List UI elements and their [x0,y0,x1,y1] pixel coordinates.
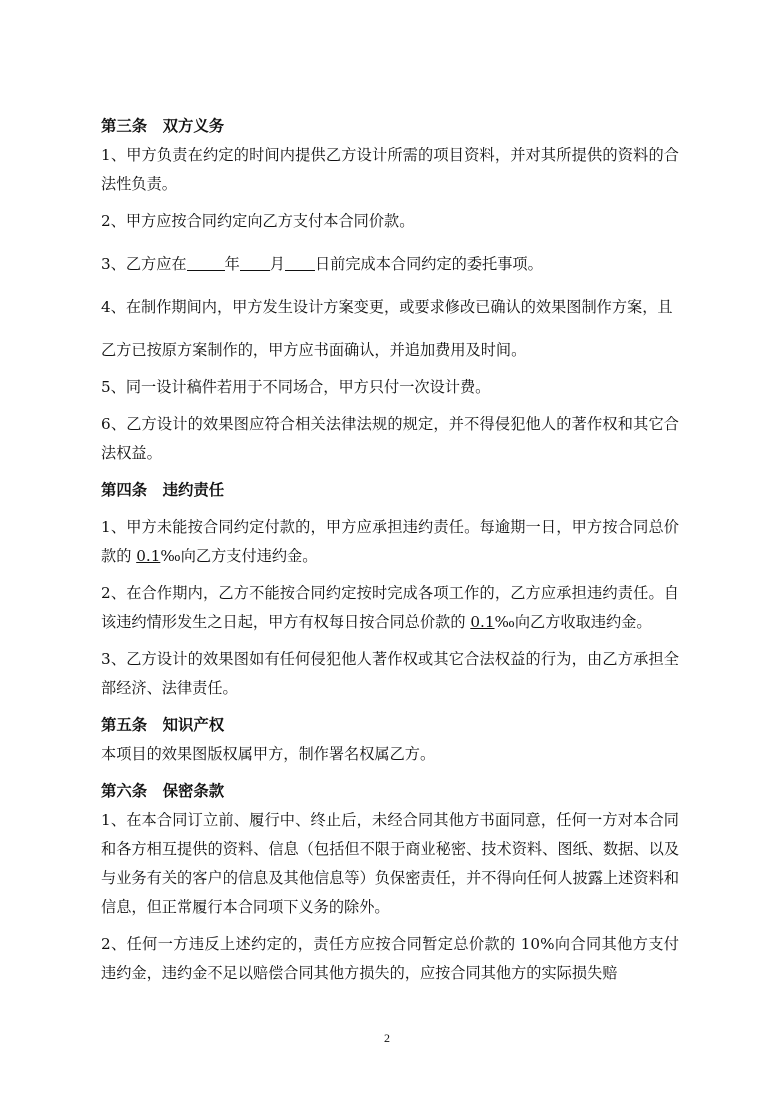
section-4-title: 第四条 违约责任 [101,481,225,499]
s4-item-2-b: ‰向乙方收取违约金。 [494,613,652,631]
s6-item-2: 2、任何一方违反上述约定的，责任方应按合同暂定总价款的 10%向合同其他方支付违约金，违约金不足以赔偿合同其他方损失的，应按合同其他方的实际损失赔 [101,935,679,982]
s3-item-3-c: 月 [269,255,285,273]
s3-item-3 [101,250,679,279]
s3-item-4-continued: 乙方已按原方案制作的，甲方应书面确认，并追加费用及时间。 [101,341,527,359]
s4-item-1-rate: 0.1 [136,547,161,565]
section-5-title: 第五条 知识产权 [101,716,225,734]
s4-item-1-a: 1、甲方未能按合同约定付款的，甲方应承担违约责任。每逾期一日，甲方按合同总价款的 [101,518,679,565]
s3-item-1: 1、甲方负责在约定的时间内提供乙方设计所需的项目资料，并对其所提供的资料的合法性负责。 [101,146,679,193]
page-number: 2 [384,1031,390,1045]
s5-text: 本项目的效果图版权属甲方，制作署名权属乙方。 [101,745,436,763]
s4-item-1 [101,513,679,571]
s4-item-3: 3、乙方设计的效果图如有任何侵犯他人著作权或其它合法权益的行为，由乙方承担全部经济、法律责任。 [101,650,679,697]
s6-item-1: 1、在本合同订立前、履行中、终止后，未经合同其他方书面同意，任何一方对本合同和各方相互提供的资料、信息（包括但不限于商业秘密、技术资料、图纸、数据、以及与业务有关的客户的信息及其他信息等）负保密责任，并不得向任何人披露上述资料和信息，但正常履行本合同项下义务的除外。 [101,811,679,916]
s3-item-5: 5、同一设计稿件若用于不同场合，甲方只付一次设计费。 [101,378,491,396]
s3-item-4: 4、在制作期间内，甲方发生设计方案变更，或要求修改已确认的效果图制作方案，且 [101,298,673,316]
s3-item-3-a: 3、乙方应在 [101,255,187,273]
s4-item-1-b: ‰向乙方支付违约金。 [160,547,318,565]
s3-item-3-d: 日前完成本合同约定的委托事项。 [314,255,543,273]
s3-item-3-b: 年 [224,255,240,273]
s4-item-2-rate: 0.1 [470,613,495,631]
month-blank [240,255,270,271]
document-body [101,112,679,988]
s4-item-2 [101,579,679,637]
s4-item-2-a: 2、在合作期内，乙方不能按合同约定按时完成各项工作的，乙方应承担违约责任。自该违约情形发生之日起，甲方有权每日按合同总价款的 [101,584,679,631]
section-3-title: 第三条 双方义务 [101,117,225,135]
section-6-title: 第六条 保密条款 [101,782,225,800]
s3-item-2: 2、甲方应按合同约定向乙方支付本合同价款。 [101,212,415,230]
year-blank [187,255,225,271]
day-blank [285,255,315,271]
s3-item-6: 6、乙方设计的效果图应符合相关法律法规的规定，并不得侵犯他人的著作权和其它合法权益。 [101,415,679,462]
